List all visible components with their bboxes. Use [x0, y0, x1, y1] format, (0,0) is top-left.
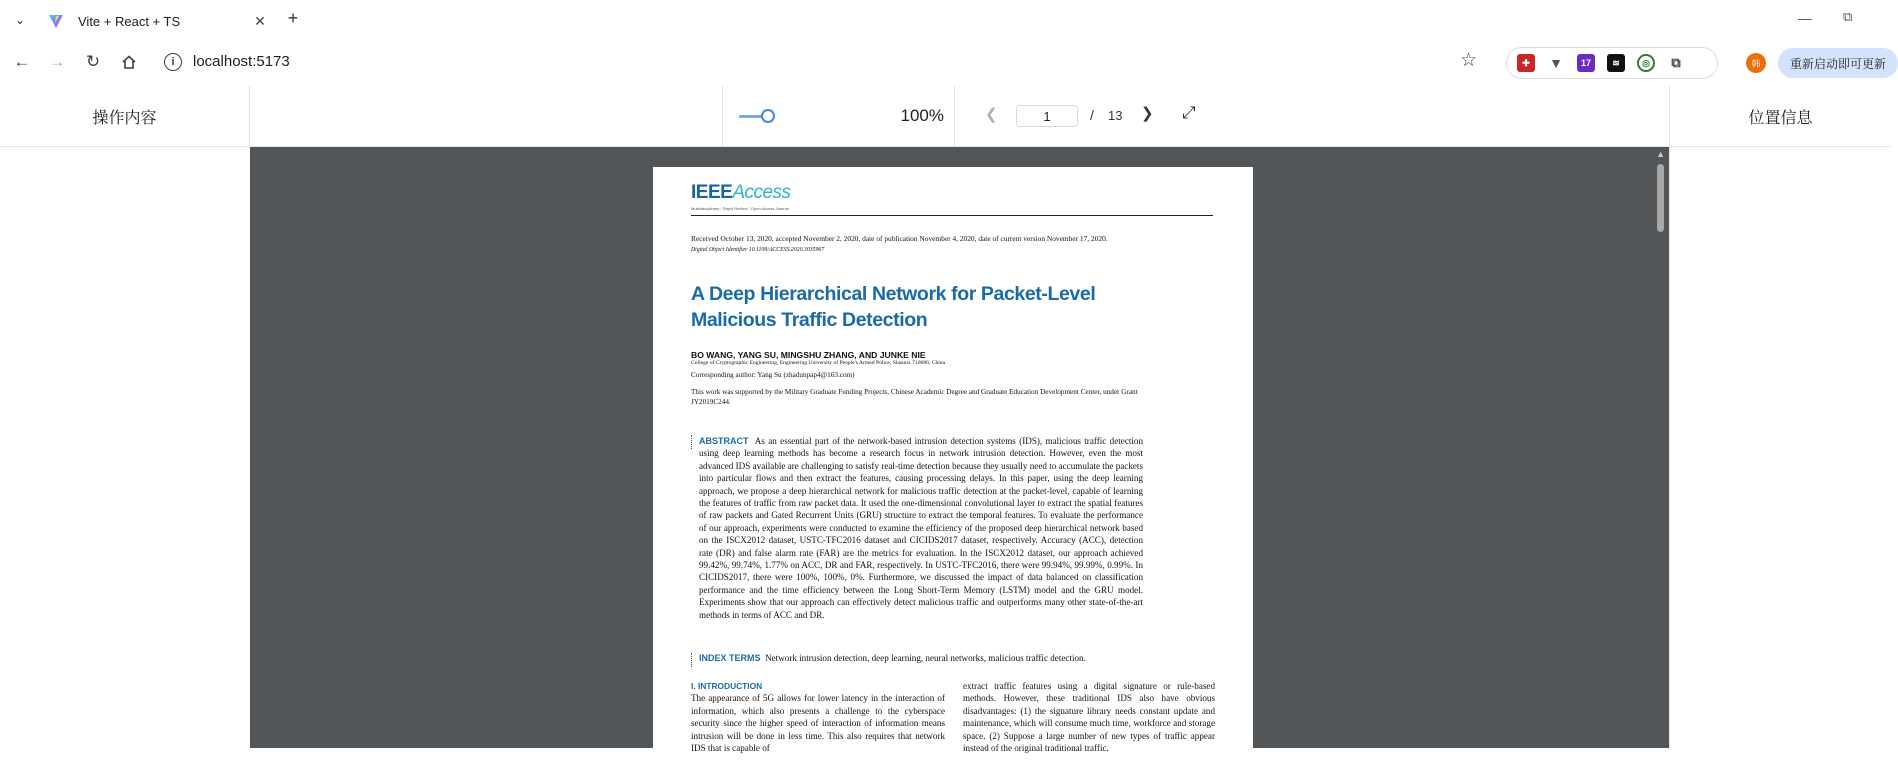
- location-info-panel: [1669, 147, 1891, 748]
- zoom-control: [722, 86, 955, 146]
- doi-line: Digital Object Identifier 10.1109/ACCESS.2020.3035967: [691, 247, 825, 253]
- browser-tab[interactable]: [42, 6, 270, 36]
- section-heading: I. INTRODUCTION: [691, 681, 763, 691]
- tab-title: Vite + React + TS: [78, 13, 181, 29]
- extension-badge-count: 17: [1580, 58, 1591, 68]
- vertical-scrollbar[interactable]: [1657, 164, 1664, 232]
- operations-panel: [0, 147, 250, 748]
- fullscreen-expand-icon[interactable]: ⤢: [1182, 103, 1196, 122]
- navigation-bar: [0, 40, 1891, 86]
- reload-icon[interactable]: ↻: [85, 52, 101, 71]
- new-tab-plus-icon[interactable]: +: [287, 8, 299, 28]
- scroll-up-arrow-icon[interactable]: ▲: [1656, 149, 1665, 159]
- page-separator: /: [1090, 107, 1094, 123]
- site-info-icon[interactable]: i: [164, 53, 182, 71]
- index-terms-text: Network intrusion detection, deep learning, neural networks, malicious traffic detection.: [765, 653, 1086, 663]
- bookmark-star-icon[interactable]: ☆: [1460, 50, 1478, 71]
- pdf-page: [653, 167, 1253, 767]
- left-panel-title: 操作内容: [0, 86, 250, 146]
- extension-globe-icon[interactable]: ◎: [1637, 54, 1655, 72]
- close-tab-icon[interactable]: ✕: [254, 12, 266, 29]
- index-terms-marker: [691, 653, 692, 667]
- pdf-viewer[interactable]: [250, 147, 1669, 754]
- zoom-slider-handle[interactable]: [761, 109, 775, 123]
- index-terms-block: [699, 653, 1199, 663]
- extensions-group: [1506, 47, 1718, 79]
- forward-arrow-icon[interactable]: →: [48, 52, 66, 71]
- logo-ieee-text: IEEE: [691, 182, 733, 203]
- intro-right-text: extract traffic features using a digital signature or rule-based methods. However, these traditional IDS also have obvious disadvantages: (1) the signature library needs constant update and maintenance, which will consume much time, workforce and storage space. (2) Suppose a large number of new types of traffic appear instead of the original traditional traffic.: [963, 681, 1215, 754]
- tab-search-chevron-icon[interactable]: ⌄: [14, 13, 26, 27]
- intro-left-text: The appearance of 5G allows for lower latency in the interaction of information, which also presents a challenge to the cyberspace security since the higher speed of interaction of information means intrusion will be done in less time. This also requires that network IDS that is capable of: [691, 693, 945, 754]
- abstract-label: ABSTRACT: [699, 436, 749, 446]
- address-bar[interactable]: localhost:5173: [193, 53, 290, 70]
- intro-right-column: [963, 680, 1215, 754]
- intro-left-column: [691, 680, 945, 754]
- ieee-access-logo: [691, 182, 791, 204]
- extension-v-icon[interactable]: ▼: [1547, 54, 1565, 72]
- minimize-window-icon[interactable]: —: [1798, 10, 1812, 26]
- abstract-text: As an essential part of the network-based intrusion detection systems (IDS), malicious traffic detection using deep learning methods has become a research focus in network intrusion detection. However, even the most advanced IDS available are challenging to satisfy real-time detection because they usually need to accumulate the packets into particular flows and then extract the features, causing processing delays. In this paper, using the deep learning approach, we propose a deep hierarchical network for malicious traffic detection at the packet-level, capable of learning the features of traffic from raw packet data. It used the one-dimensional convolutional layer to extract the spatial features of raw packets and Gated Recurrent Units (GRU) structure to extract the temporal features. To evaluate the performance of our approach, experiments were conducted to examine the efficiency of the proposed deep hierarchical network based on the ISCX2012 dataset, USTC-TFC2016 dataset and CICIDS2017 dataset, respectively. Accuracy (ACC), detection rate (DR) and false alarm rate (FAR) are the metrics for evaluation. In the ISCX2012 dataset, our approach achieved 99.42%, 99.74%, 1.77% on ACC, DR and FAR, respectively. In USTC-TFC2016, there were 99.94%, 99.99%, 0.99%. In CICIDS2017, there were 100%, 100%, 0%. Furthermore, we discussed the impact of data balanced on classification performance and the time efficiency between the Long Short-Term Memory (LSTM) model and the GRU model. Experiments show that our approach can effectively detect malicious traffic and outperforms many other state-of-the-art methods in terms of ACC and DR.: [699, 436, 1144, 620]
- zoom-value: 100%: [900, 106, 944, 125]
- page-number-input[interactable]: [1016, 105, 1078, 127]
- update-browser-button[interactable]: 重新启动即可更新: [1778, 48, 1898, 78]
- affiliation: College of Cryptographic Engineering, Engineering University of People's Armed Police, Shaanxi 710086, China: [691, 360, 946, 366]
- vite-favicon-icon: [48, 13, 64, 29]
- restore-window-icon[interactable]: ⧉: [1843, 9, 1853, 24]
- author-list: BO WANG, YANG SU, MINGSHU ZHANG, AND JUNKE NIE: [691, 350, 926, 360]
- extension-red-icon[interactable]: ✚: [1517, 54, 1535, 72]
- logo-tagline: Multidisciplinary ⁝ Rapid Review ⁝ Open Access Journal: [691, 206, 789, 211]
- logo-access-text: Access: [732, 182, 791, 203]
- extension-chart-icon[interactable]: ≋: [1607, 54, 1625, 72]
- home-icon[interactable]: [117, 50, 141, 74]
- abstract-marker: [691, 435, 692, 449]
- previous-page-chevron-icon[interactable]: ❮: [985, 106, 998, 123]
- paper-title: A Deep Hierarchical Network for Packet-Level Malicious Traffic Detection: [691, 283, 1096, 331]
- tab-strip: [0, 0, 1891, 40]
- received-dates: Received October 13, 2020, accepted November 2, 2020, date of publication November 4, 2020, date of current version November 17, 2020.: [691, 234, 1108, 243]
- next-page-chevron-icon[interactable]: ❯: [1141, 105, 1154, 122]
- extensions-puzzle-icon[interactable]: ⧉: [1667, 54, 1685, 72]
- index-terms-label: INDEX TERMS: [699, 653, 761, 663]
- right-panel-title: 位置信息: [1669, 86, 1891, 146]
- profile-avatar[interactable]: 韩: [1746, 53, 1766, 73]
- header-rule: [691, 215, 1213, 216]
- total-pages: 13: [1108, 108, 1123, 123]
- back-arrow-icon[interactable]: ←: [13, 52, 31, 71]
- abstract-block: [699, 435, 1143, 621]
- funding-note: This work was supported by the Military Graduate Funding Projects, Chinese Academic Degree and Graduate Education Development Center, under Grant JY2019C244.: [691, 388, 1138, 406]
- extension-badge-icon[interactable]: [1577, 54, 1595, 72]
- app-toolbar: [0, 86, 1891, 147]
- corresponding-author: Corresponding author: Yang Su (zhadunpap4@163.com): [691, 371, 855, 379]
